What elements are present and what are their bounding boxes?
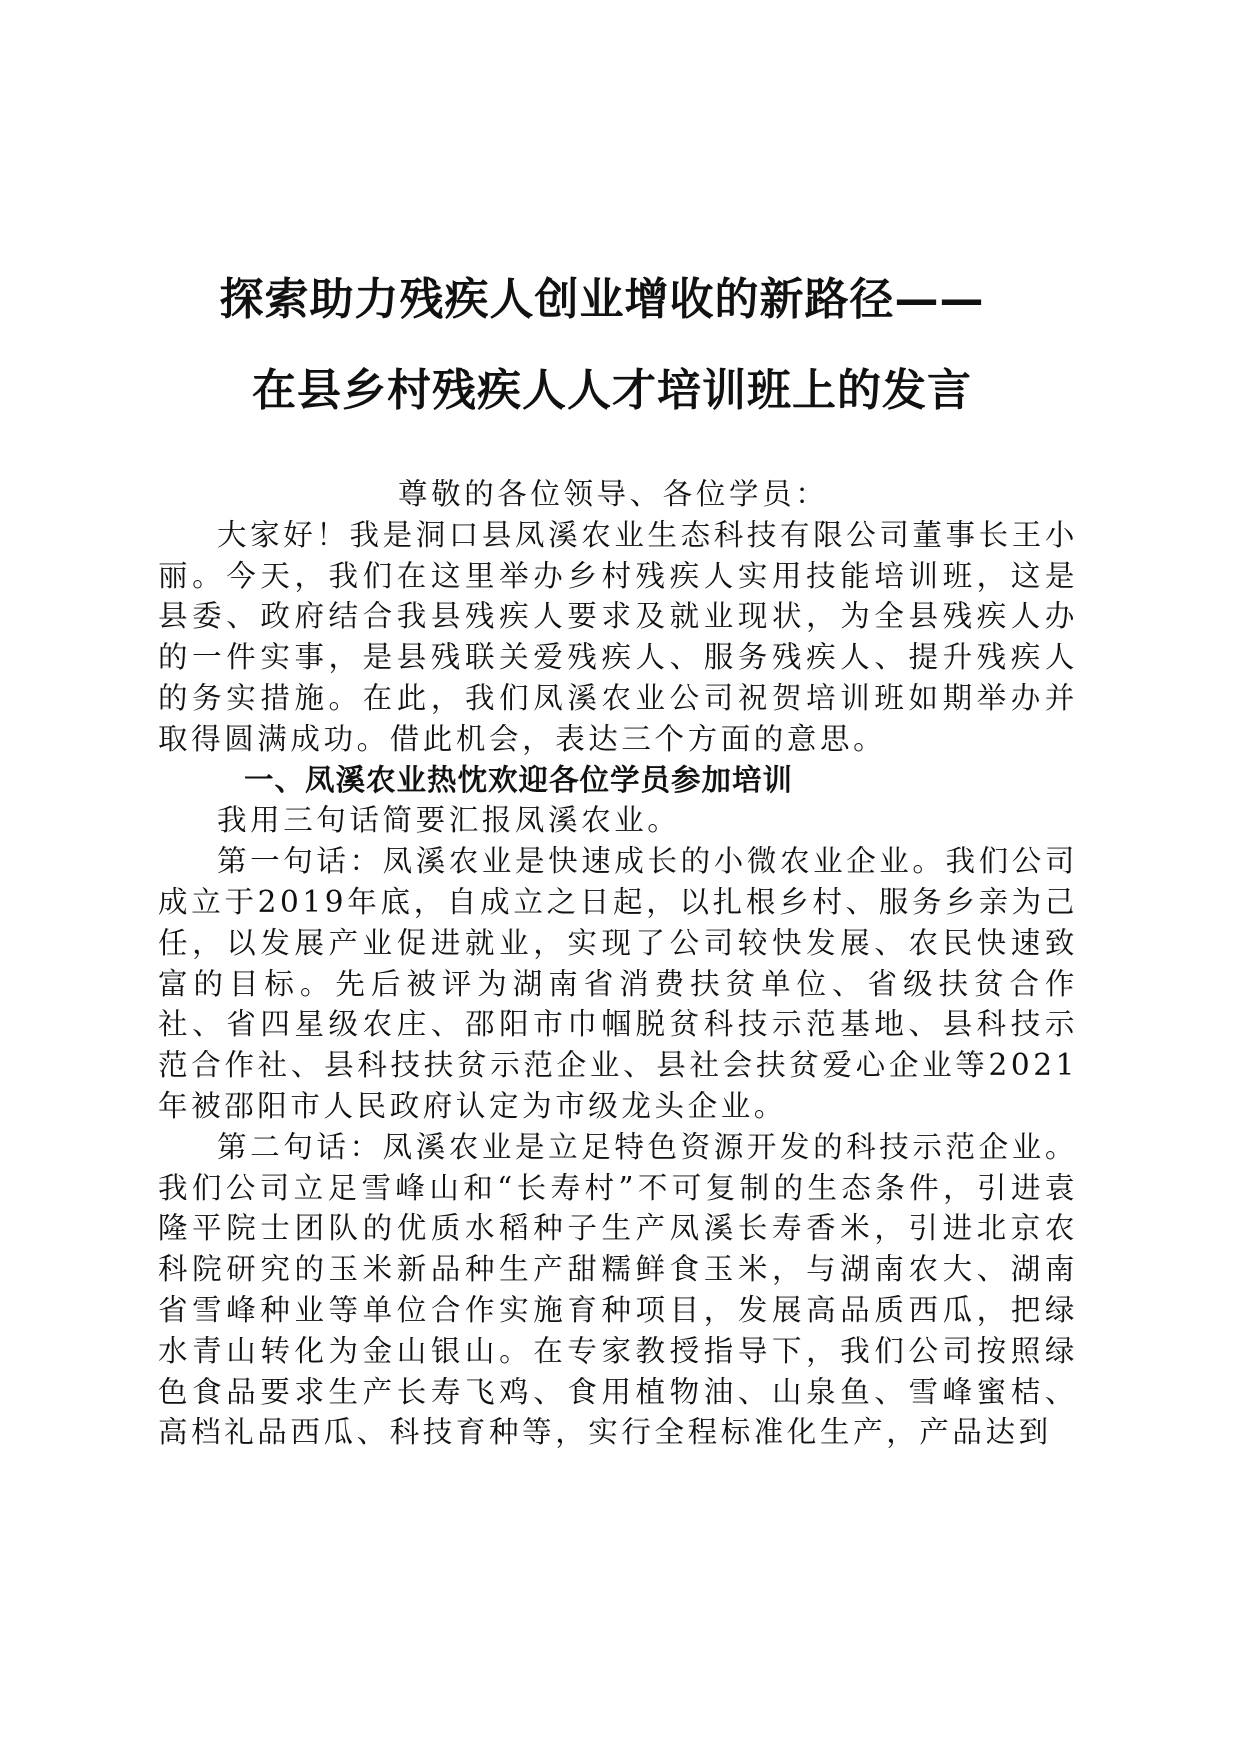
section1-heading: 一、凤溪农业热忱欢迎各位学员参加培训	[244, 762, 794, 797]
document-body	[158, 474, 1078, 1453]
second-sentence-text: 凤溪农业是立足特色资源开发的科技示范企业。我们公司立足雪峰山和“长寿村”不可复制的生态条件，引进袁隆平院士团队的优质水稻种子生产凤溪长寿香米，引进北京农科院研究的玉米新品种生产甜糯鲜食玉米，与湖南农大、湖南省雪峰种业等单位合作实施育种项目，发展高品质西瓜，把绿水青山转化为金山银山。在专家教授指导下，我们公司按照绿色食品要求生产长寿飞鸡、食用植物油、山泉鱼、雪峰蜜桔、高档礼品西瓜、科技育种等，实行全程标准化生产，产品达到	[158, 1129, 1078, 1450]
first-sentence-lead: 第一句话：	[217, 844, 383, 879]
second-sentence-lead: 第二句话：	[217, 1129, 383, 1164]
document-title-line2: 在县乡村残疾人人才培训班上的发言	[252, 365, 972, 416]
section1-paragraph-1: 我用三句话简要汇报凤溪农业。	[217, 803, 681, 838]
intro-paragraph: 大家好！我是洞口县凤溪农业生态科技有限公司董事长王小丽。今天，我们在这里举办乡村残疾人实用技能培训班，这是县委、政府结合我县残疾人要求及就业现状，为全县残疾人办的一件实事，是县残联关爱残疾人、服务残疾人、提升残疾人的务实措施。在此，我们凤溪农业公司祝贺培训班如期举办并取得圆满成功。借此机会，表达三个方面的意思。	[158, 517, 1078, 756]
section1-paragraph-2	[158, 841, 1078, 1127]
first-sentence-text: 凤溪农业是快速成长的小微农业企业。我们公司成立于2019年底，自成立之日起，以扎根乡村、服务乡亲为己任，以发展产业促进就业，实现了公司较快发展、农民快速致富的目标。先后被评为湖南省消费扶贫单位、省级扶贫合作社、省四星级农庄、邵阳市巾帼脱贫科技示范基地、县科技示范合作社、县科技扶贫示范企业、县社会扶贫爱心企业等2021年被邵阳市人民政府认定为市级龙头企业。	[158, 844, 1078, 1123]
salutation: 尊敬的各位领导、各位学员：	[398, 477, 829, 511]
document-title-line1: 探索助力残疾人创业增收的新路径——	[219, 274, 985, 325]
section1-paragraph-3	[158, 1127, 1078, 1453]
